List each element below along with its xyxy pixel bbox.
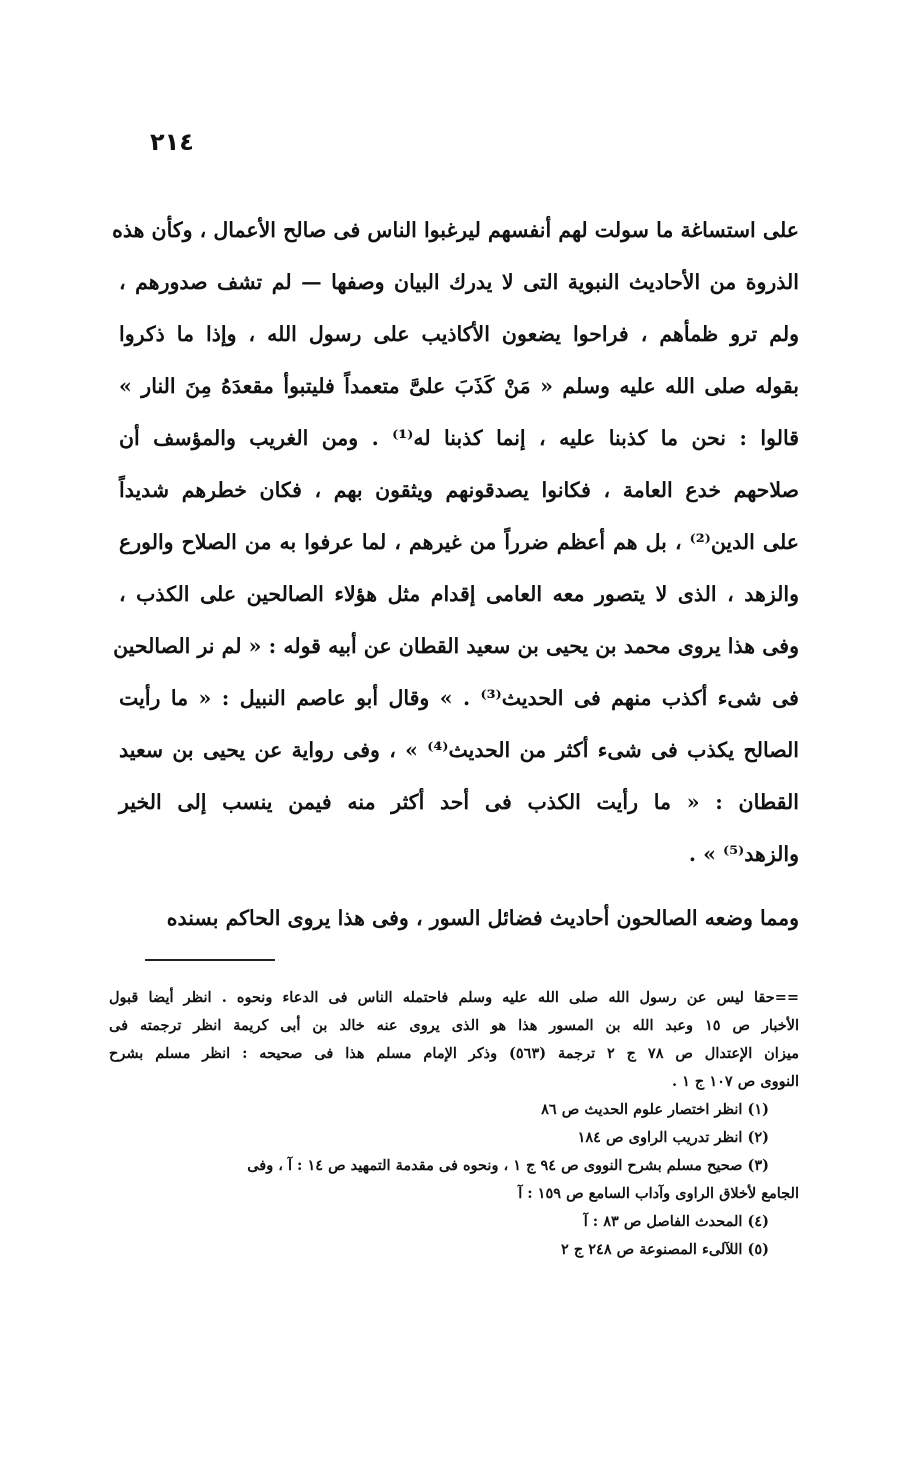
text-line: فى شىء أكذب منهم فى الحديث⁽³⁾ . » وقال أبو عاصم النبيل : « ما رأيت (119, 686, 799, 710)
footnote-4: (٤) المحدث الفاصل ص ٨٣ : آ (583, 1213, 769, 1230)
footnote-continuation-line: ميزان الإعتدال ص ٧٨ ج ٢ ترجمة (٥٦٣) وذكر الإمام مسلم هذا فى صحيحه : انظر مسلم بشرح (109, 1045, 799, 1062)
text-line: وفى هذا يروى محمد بن يحيى بن سعيد القطان عن أبيه قوله : « لم نر الصالحين (113, 634, 799, 658)
text-line: والزهد⁽⁵⁾ » . (688, 842, 799, 866)
footnote-continuation-line: الأخبار ص ١٥ وعبد الله بن المسور هذا هو الذى يروى عنه خالد بن أبى كريمة انظر ترجمته فى (109, 1017, 799, 1034)
footnote-3-continuation: الجامع لأخلاق الراوى وآداب السامع ص ١٥٩ : آ (518, 1185, 799, 1202)
text-line: والزهد ، الذى لا يتصور معه العامى إقدام مثل هؤلاء الصالحين على الكذب ، (119, 582, 799, 606)
page-number: ٢١٤ (150, 128, 194, 156)
footnotes (109, 984, 799, 1264)
text-line: الذروة من الأحاديث النبوية التى لا يدرك البيان وصفها — لم تشف صدورهم ، (119, 270, 799, 294)
footnote-separator (145, 959, 275, 961)
footnote-1: (١) انظر اختصار علوم الحديث ص ٨٦ (541, 1101, 769, 1118)
text-line: ولم ترو ظمأهم ، فراحوا يضعون الأكاذيب على رسول الله ، وإذا ما ذكروا (119, 322, 799, 346)
text-line: صلاحهم خدع العامة ، فكانوا يصدقونهم ويثقون بهم ، فكان خطرهم شديداً (119, 478, 799, 502)
footnote-5: (٥) اللآلىء المصنوعة ص ٢٤٨ ج ٢ (560, 1241, 769, 1258)
main-text (112, 204, 799, 944)
footnote-continuation-line: النووى ص ١٠٧ ج ١ . (671, 1073, 799, 1090)
text-line: قالوا : نحن ما كذبنا عليه ، إنما كذبنا له⁽¹⁾ . ومن الغريب والمؤسف أن (119, 426, 799, 450)
text-line: الصالح يكذب فى شىء أكثر من الحديث⁽⁴⁾ » ، وفى رواية عن يحيى بن سعيد (119, 738, 799, 762)
text-line: على استساغة ما سولت لهم أنفسهم ليرغبوا الناس فى صالح الأعمال ، وكأن هذه (112, 218, 799, 242)
footnote-3: (٣) صحيح مسلم بشرح النووى ص ٩٤ ج ١ ، ونحوه فى مقدمة التمهيد ص ١٤ : آ ، وفى (247, 1157, 769, 1174)
text-line: القطان : « ما رأيت الكذب فى أحد أكثر منه فيمن ينسب إلى الخير (119, 790, 799, 814)
footnote-continuation-line: ==حقا ليس عن رسول الله صلى الله عليه وسلم فاحتمله الناس فى الدعاء ونحوه . انظر أيضا قبول (109, 989, 799, 1006)
text-line: بقوله صلى الله عليه وسلم « مَنْ كَذَبَ علىَّ متعمداً فليتبوأ مقعدَهُ مِنَ النار » (119, 374, 799, 398)
text-line: على الدين⁽²⁾ ، بل هم أعظم ضرراً من غيرهم ، لما عرفوا به من الصلاح والورع (119, 530, 799, 554)
footnote-2: (٢) انظر تدريب الراوى ص ١٨٤ (577, 1129, 769, 1146)
paragraph-2-line: ومما وضعه الصالحون أحاديث فضائل السور ، وفى هذا يروى الحاكم بسنده (166, 906, 799, 930)
